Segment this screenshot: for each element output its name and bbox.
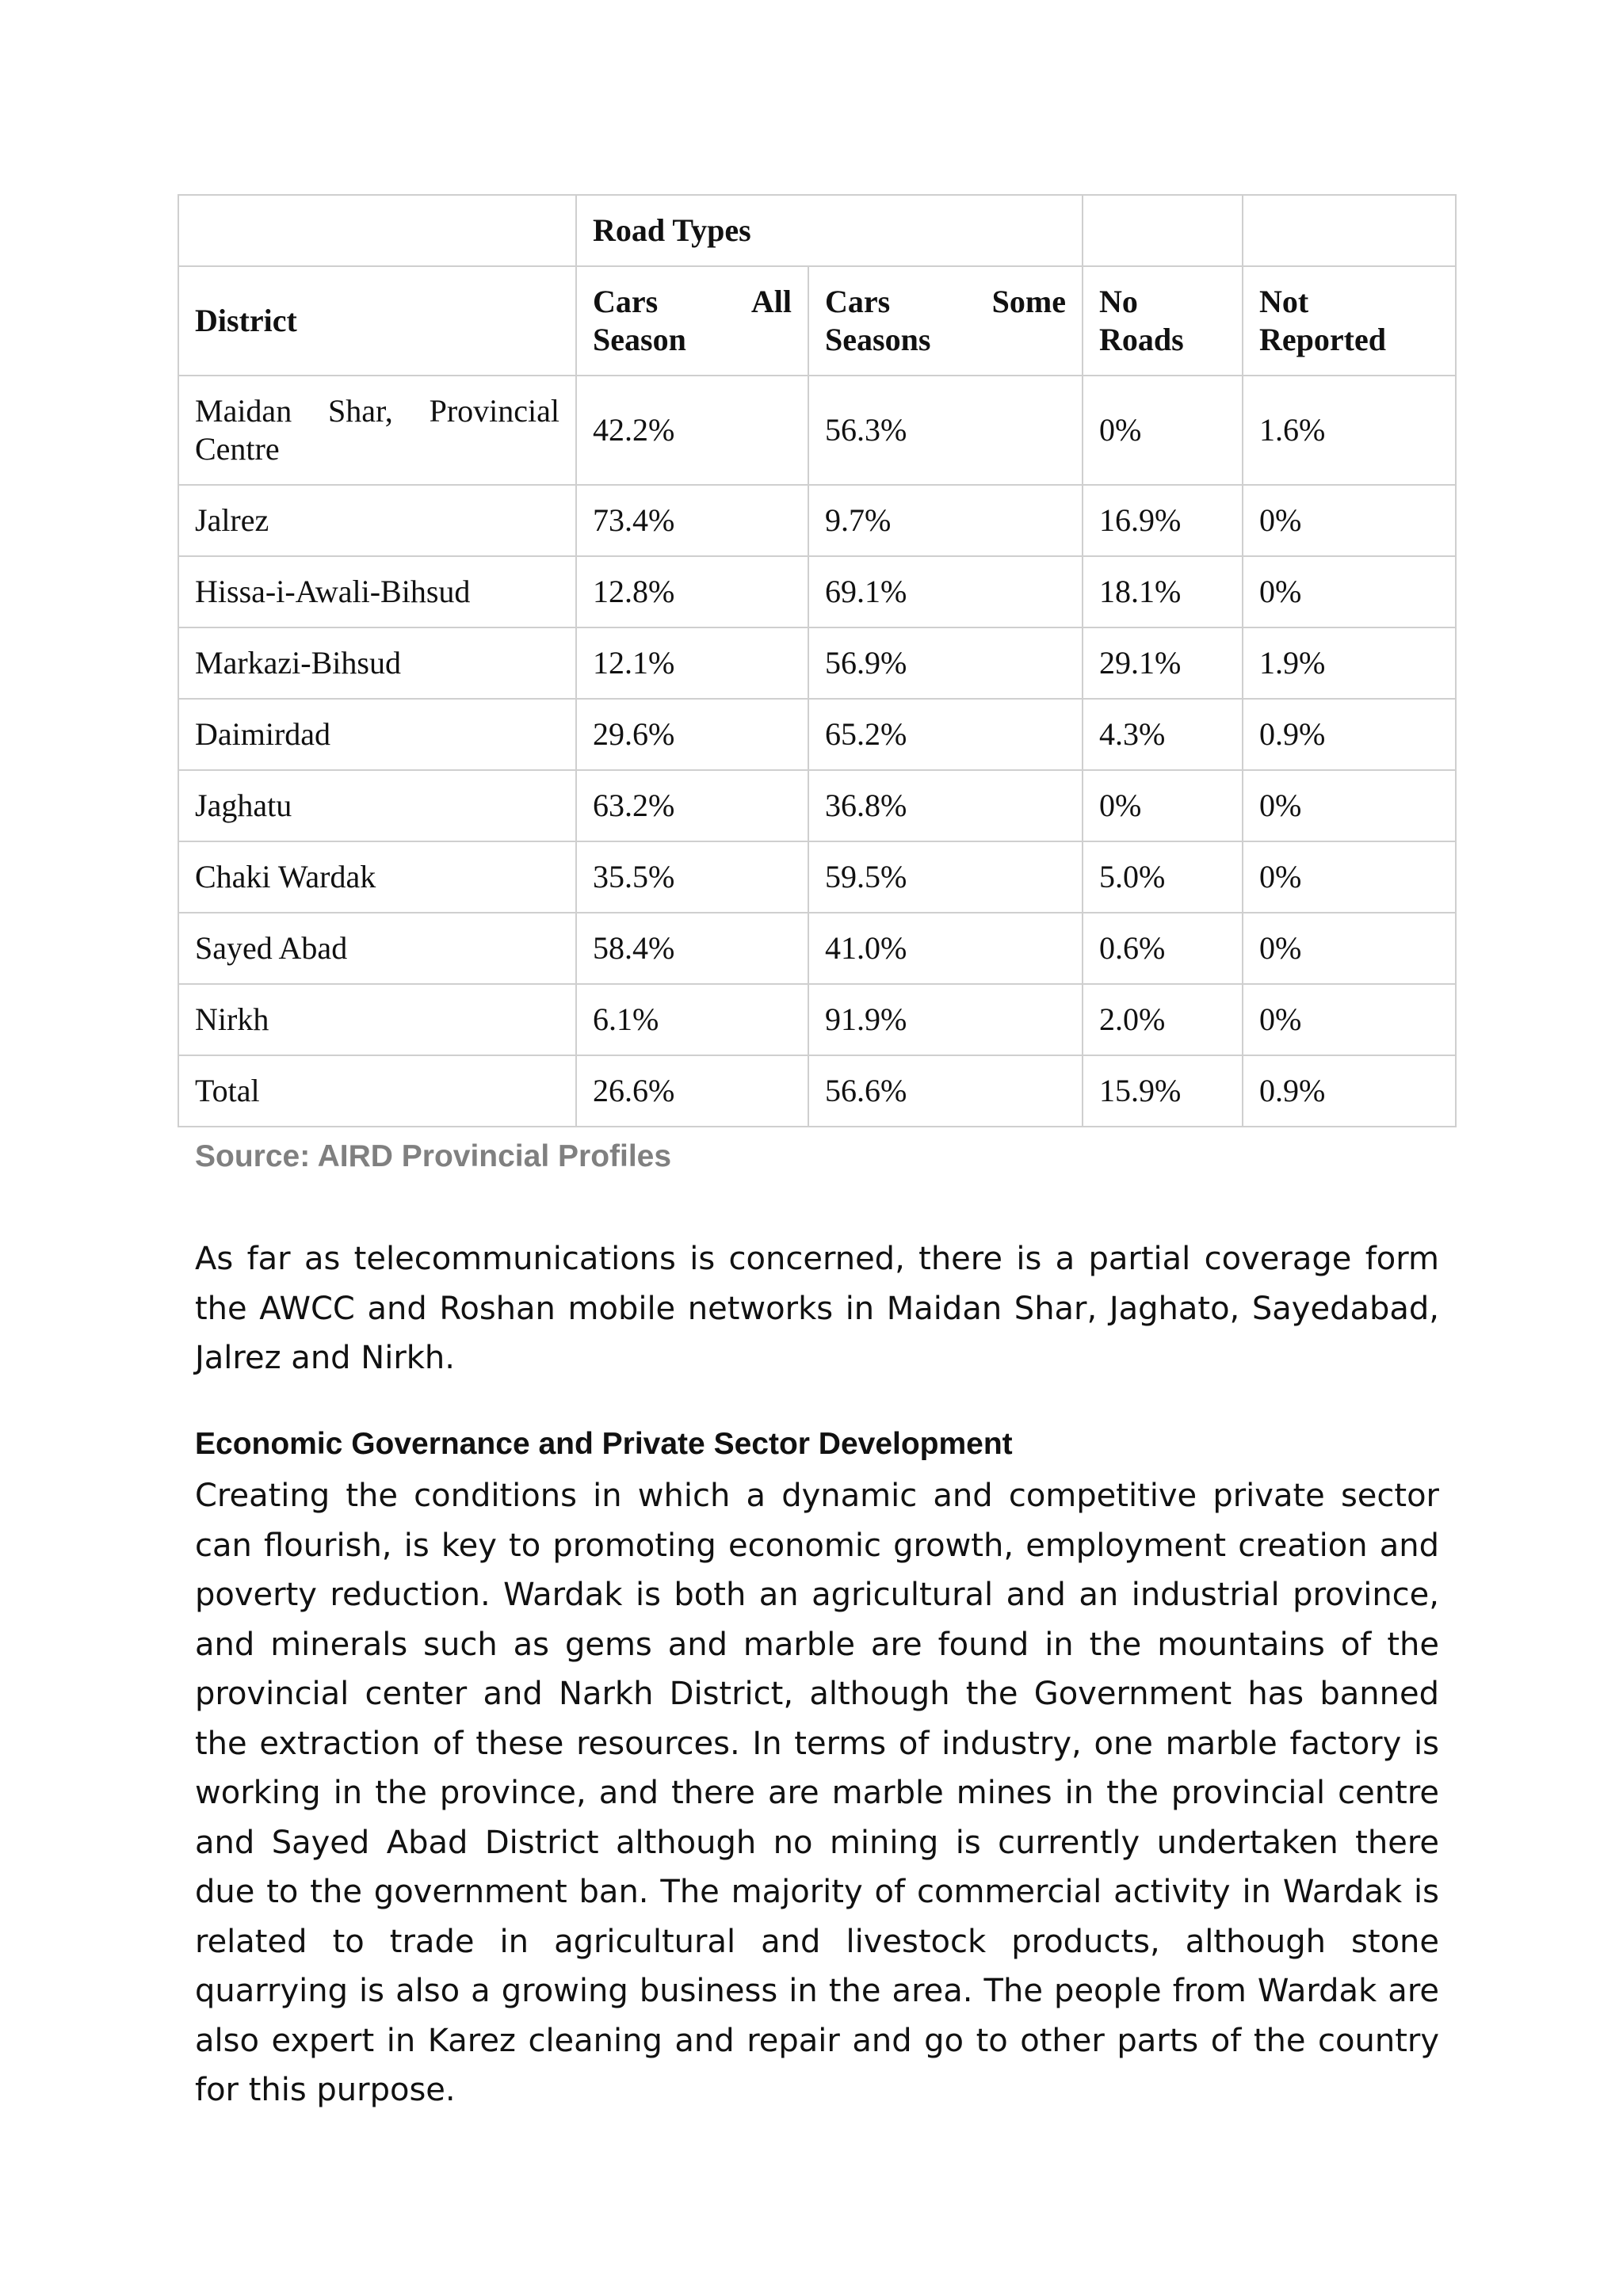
- district-cell: Jaghatu: [178, 770, 576, 841]
- cars-some-seasons-cell: 56.9%: [808, 627, 1083, 699]
- no-roads-cell: 4.3%: [1083, 699, 1243, 770]
- district-cell: Total: [178, 1055, 576, 1127]
- table-row: [178, 376, 1456, 485]
- no-roads-cell: 29.1%: [1083, 627, 1243, 699]
- no-roads-cell: 18.1%: [1083, 556, 1243, 627]
- table-source-caption: Source: AIRD Provincial Profiles: [195, 1139, 672, 1173]
- no-roads-cell: 15.9%: [1083, 1055, 1243, 1127]
- cars-all-season-cell: 29.6%: [576, 699, 808, 770]
- cars-some-seasons-cell: 9.7%: [808, 485, 1083, 556]
- cars-all-season-cell: 73.4%: [576, 485, 808, 556]
- telecom-paragraph: As far as telecommunications is concerned, there is a partial coverage form the AWCC and Roshan mobile networks in Maidan Shar, Jaghato, Sayedabad, Jalrez and Nirkh.: [195, 1241, 1439, 1376]
- district-cell: Hissa-i-Awali-Bihsud: [178, 556, 576, 627]
- not-reported-cell: 1.6%: [1243, 376, 1456, 485]
- economic-governance-paragraph: Creating the conditions in which a dynamic and competitive private sector can flourish, is key to promoting economic growth, employment creation and poverty reduction. Wardak is both an agricultural and an industrial province, and minerals such as gems and marble are found in the mountains of the provincial center and Narkh District, although the Government has banned the extraction of these resources. In terms of industry, one marble factory is working in the province, and there are marble mines in the provincial centre and Sayed Abad District although no mining is currently undertaken there due to the government ban. The majority of commercial activity in Wardak is related to trade in agricultural and livestock products, although stone quarrying is also a growing business in the area. The people from Wardak are also expert in Karez cleaning and repair and go to other parts of the country for this purpose.: [195, 1478, 1439, 2108]
- not-reported-cell: 0%: [1243, 556, 1456, 627]
- cars-some-seasons-cell: 36.8%: [808, 770, 1083, 841]
- cars-some-seasons-cell: 91.9%: [808, 984, 1083, 1055]
- no-roads-cell: 0%: [1083, 376, 1243, 485]
- not-reported-cell: 0%: [1243, 485, 1456, 556]
- cars-all-season-cell: 6.1%: [576, 984, 808, 1055]
- empty-header-cell: [178, 195, 576, 266]
- district-cell: Sayed Abad: [178, 913, 576, 984]
- district-cell: Jalrez: [178, 485, 576, 556]
- cars-all-season-header: Cars All Season: [576, 266, 808, 376]
- section-heading: Economic Governance and Private Sector Development: [195, 1427, 1013, 1461]
- not-reported-cell: 0.9%: [1243, 699, 1456, 770]
- not-reported-cell: 0%: [1243, 841, 1456, 913]
- table-row: [178, 841, 1456, 913]
- no-roads-cell: 5.0%: [1083, 841, 1243, 913]
- cars-all-season-cell: 26.6%: [576, 1055, 808, 1127]
- cars-some-seasons-cell: 59.5%: [808, 841, 1083, 913]
- not-reported-header: Not Reported: [1243, 266, 1456, 376]
- no-roads-header: No Roads: [1083, 266, 1243, 376]
- cars-all-season-cell: 58.4%: [576, 913, 808, 984]
- no-roads-cell: 16.9%: [1083, 485, 1243, 556]
- no-roads-cell: 2.0%: [1083, 984, 1243, 1055]
- empty-header-cell: [1243, 195, 1456, 266]
- district-cell: Markazi-Bihsud: [178, 627, 576, 699]
- cars-all-season-cell: 42.2%: [576, 376, 808, 485]
- cars-all-season-cell: 35.5%: [576, 841, 808, 913]
- district-cell: Chaki Wardak: [178, 841, 576, 913]
- district-cell: Maidan Shar, Provincial Centre: [178, 376, 576, 485]
- table-row: [178, 627, 1456, 699]
- road-types-table: [178, 194, 1457, 1127]
- not-reported-cell: 1.9%: [1243, 627, 1456, 699]
- district-header: District: [178, 266, 576, 376]
- not-reported-cell: 0%: [1243, 984, 1456, 1055]
- cars-some-seasons-cell: 65.2%: [808, 699, 1083, 770]
- district-cell: Nirkh: [178, 984, 576, 1055]
- table-row: [178, 984, 1456, 1055]
- table-row: [178, 485, 1456, 556]
- table-row: [178, 770, 1456, 841]
- not-reported-cell: 0%: [1243, 770, 1456, 841]
- table-header-row: [178, 266, 1456, 376]
- cars-all-season-cell: 63.2%: [576, 770, 808, 841]
- cars-some-seasons-cell: 56.3%: [808, 376, 1083, 485]
- no-roads-cell: 0.6%: [1083, 913, 1243, 984]
- table-total-row: [178, 1055, 1456, 1127]
- no-roads-cell: 0%: [1083, 770, 1243, 841]
- district-cell: Daimirdad: [178, 699, 576, 770]
- table-row: [178, 913, 1456, 984]
- cars-some-seasons-cell: 41.0%: [808, 913, 1083, 984]
- cars-some-seasons-header: Cars Some Seasons: [808, 266, 1083, 376]
- table-row: [178, 699, 1456, 770]
- cars-all-season-cell: 12.1%: [576, 627, 808, 699]
- road-types-header: Road Types: [576, 195, 1083, 266]
- table-group-header-row: [178, 195, 1456, 266]
- not-reported-cell: 0.9%: [1243, 1055, 1456, 1127]
- empty-header-cell: [1083, 195, 1243, 266]
- not-reported-cell: 0%: [1243, 913, 1456, 984]
- cars-some-seasons-cell: 69.1%: [808, 556, 1083, 627]
- cars-some-seasons-cell: 56.6%: [808, 1055, 1083, 1127]
- cars-all-season-cell: 12.8%: [576, 556, 808, 627]
- table-row: [178, 556, 1456, 627]
